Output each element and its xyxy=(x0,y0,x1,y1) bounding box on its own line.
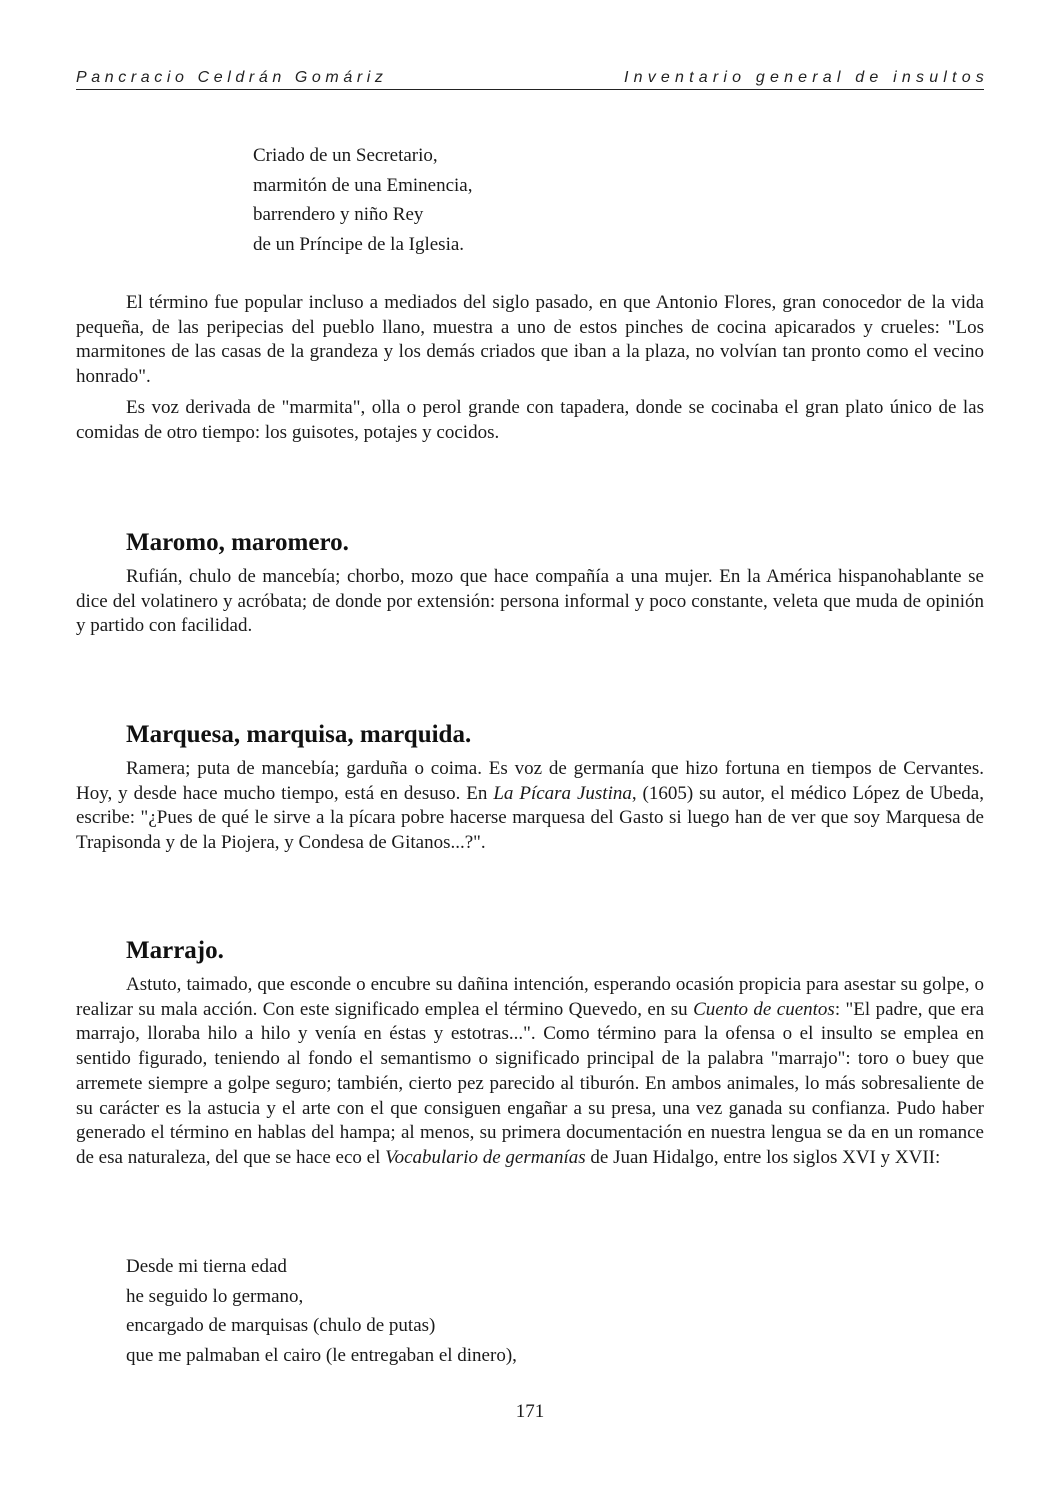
verse-line: que me palmaban el cairo (le entregaban el dinero), xyxy=(126,1344,517,1366)
paragraph-marmita: Es voz derivada de "marmita", olla o perol grande con tapadera, donde se cocinaba el gran plato único de las comidas de otro tiempo: los guisotes, potajes y cocidos. xyxy=(76,397,984,443)
entry-text-marquesa: Ramera; puta de mancebía; garduña o coima. Es voz de germanía que hizo fortuna en tiempos de Cervantes. Hoy, y desde hace mucho tiempo, está en desuso. En La Pícara Justina, (1605) su autor, el médico López de Ubeda, escribe: "¿Pues de qué le sirve a la pícara pobre hacerse marquesa del Gasto si luego han de ver que soy Marquesa de Trapisonda y de la Piojera, y Condesa de Gitanos...?". xyxy=(76,758,984,854)
work-title: Cuento de cuentos xyxy=(693,998,835,1020)
header-book-title: Inventario general de insultos xyxy=(623,69,989,86)
header-author: Pancracio Celdrán Gomáriz xyxy=(76,69,388,86)
entry-text-maromo: Rufián, chulo de mancebía; chorbo, mozo que hace compañía a una mujer. En la América hispanohablante se dice del volatinero y acróbata; de donde por extensión: persona informal y poco constante, veleta que muda de opinión y partido con facilidad. xyxy=(76,566,984,637)
verse-line: barrendero y niño Rey xyxy=(253,204,424,225)
work-title: La Pícara Justina xyxy=(493,782,632,804)
verse-line: encargado de marquisas (chulo de putas) xyxy=(126,1315,436,1336)
work-title: Vocabulario de germanías xyxy=(385,1146,586,1168)
entry-heading-marrajo: Marrajo. xyxy=(126,937,224,964)
page-number: 171 xyxy=(515,1401,545,1422)
verse-line: Criado de un Secretario, xyxy=(253,145,438,166)
verse-block-bottom xyxy=(126,1252,517,1370)
paragraph-antonio-flores: El término fue popular incluso a mediados del siglo pasado, en que Antonio Flores, gran conocedor de la vida pequeña, de las peripecias del pueblo llano, muestra a uno de estos pinches de cocina apicarados y crueles: "Los marmitones de las casas de la grandeza y los demás criados que iban a la plaza, no volvían tan pronto como el vecino honrado". xyxy=(76,292,984,388)
entry-text-marrajo: Astuto, taimado, que esconde o encubre su dañina intención, esperando ocasión propicia para asestar su golpe, o realizar su mala acción. Con este significado emplea el término Quevedo, en su Cuento de cuentos: "El padre, que era marrajo, lloraba hilo a hilo y venía en éstas y estotras...". Como término para la ofensa o el insulto se emplea en sentido figurado, teniendo al fondo el semantismo o significado principal de la palabra "marrajo": toro o buey que arremete siempre a golpe seguro; también, cierto pez parecido al tiburón. En ambos animales, lo más sobresaliente de su carácter es la astucia y el arte con el que consiguen engañar a su presa, una vez ganada su confianza. Pudo haber generado el término en hablas del hampa; al menos, su primera documentación en nuestra lengua se da en un romance de esa naturaleza, del que se hace eco el Vocabulario de germanías de Juan Hidalgo, entre los siglos XVI y XVII: xyxy=(76,974,985,1168)
running-header xyxy=(76,68,989,90)
verse-block-top xyxy=(253,141,472,259)
verse-line: de un Príncipe de la Iglesia. xyxy=(253,233,465,255)
verse-line: marmitón de una Eminencia, xyxy=(253,174,473,196)
entry-heading-maromo: Maromo, maromero. xyxy=(126,529,349,556)
verse-line: Desde mi tierna edad xyxy=(126,1256,287,1277)
verse-line: he seguido lo germano, xyxy=(126,1285,304,1307)
entry-heading-marquesa: Marquesa, marquisa, marquida. xyxy=(126,721,472,748)
